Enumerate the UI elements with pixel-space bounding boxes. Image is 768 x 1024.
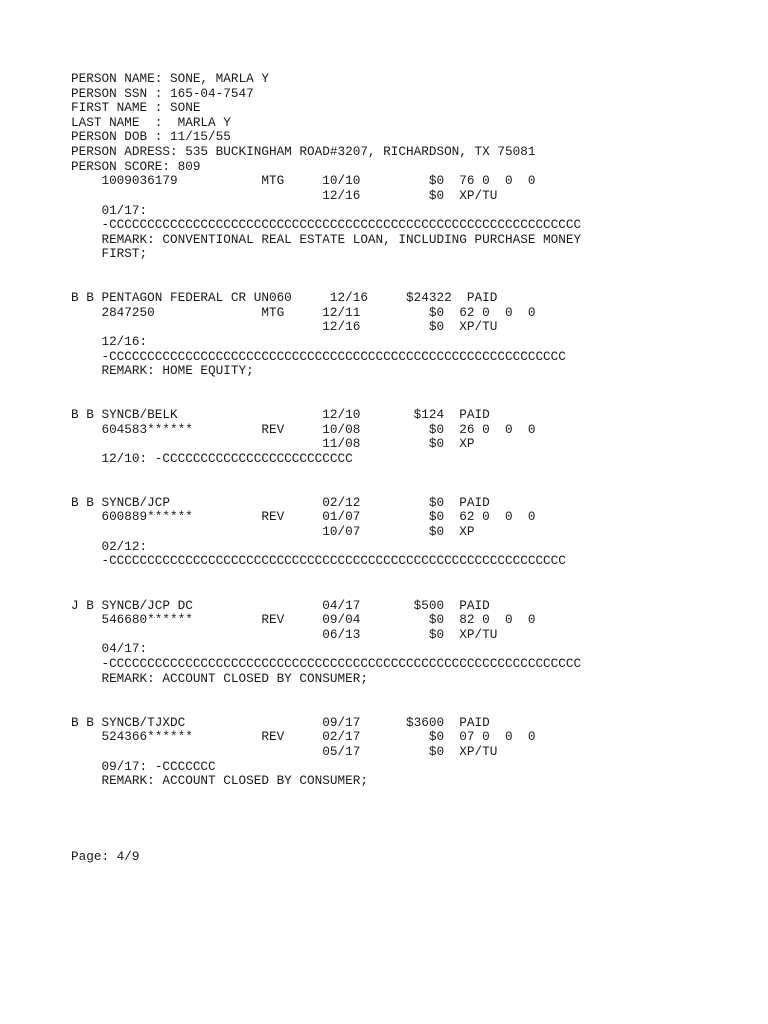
tradeline-row: J B SYNCB/JCP DC 04/17 $500 PAID: [71, 598, 490, 613]
tradeline-row: 546680****** REV 09/04 $0 82 0 0 0: [71, 612, 536, 627]
tradeline-row: B B SYNCB/JCP 02/12 $0 PAID: [71, 495, 490, 510]
tradeline-row: 10/07 $0 XP: [71, 524, 475, 539]
tradeline-row: B B SYNCB/BELK 12/10 $124 PAID: [71, 407, 490, 422]
tradeline-history-date: 04/17:: [71, 641, 148, 656]
tradeline-history-codes: -CCCCCCCCCCCCCCCCCCCCCCCCCCCCCCCCCCCCCCCCCCCCCCCCCCCCCCCCCCCC: [71, 553, 566, 568]
tradeline-remark: REMARK: CONVENTIONAL REAL ESTATE LOAN, INCLUDING PURCHASE MONEY: [71, 232, 582, 247]
tradeline-history-codes: -CCCCCCCCCCCCCCCCCCCCCCCCCCCCCCCCCCCCCCCCCCCCCCCCCCCCCCCCCCCC: [71, 349, 566, 364]
tradeline-row: 604583****** REV 10/08 $0 26 0 0 0: [71, 422, 536, 437]
tradeline-row: 11/08 $0 XP: [71, 436, 475, 451]
tradeline-history-date: 01/17:: [71, 203, 148, 218]
tradeline-remark: REMARK: HOME EQUITY;: [71, 363, 254, 378]
tradeline-row: 12/16 $0 XP/TU: [71, 319, 498, 334]
tradeline-remark: REMARK: ACCOUNT CLOSED BY CONSUMER;: [71, 671, 368, 686]
tradeline-history-codes: -CCCCCCCCCCCCCCCCCCCCCCCCCCCCCCCCCCCCCCCCCCCCCCCCCCCCCCCCCCCCCC: [71, 217, 582, 232]
person-ssn-line: PERSON SSN : 165-04-7547: [71, 86, 254, 101]
person-dob-line: PERSON DOB : 11/15/55: [71, 129, 231, 144]
tradeline-row: 600889****** REV 01/07 $0 62 0 0 0: [71, 509, 536, 524]
tradeline-history-date: 12/16:: [71, 334, 148, 349]
tradeline-row: 524366****** REV 02/17 $0 07 0 0 0: [71, 729, 536, 744]
last-name-line: LAST NAME : MARLA Y: [71, 115, 231, 130]
first-name-line: FIRST NAME : SONE: [71, 100, 201, 115]
tradeline-row: B B SYNCB/TJXDC 09/17 $3600 PAID: [71, 715, 490, 730]
tradeline-history-codes: 09/17: -CCCCCCC: [71, 759, 216, 774]
page-number: Page: 4/9: [71, 849, 140, 864]
tradeline-row: 2847250 MTG 12/11 $0 62 0 0 0: [71, 305, 536, 320]
tradeline-history-date: 02/12:: [71, 539, 148, 554]
tradeline-history-codes: 12/10: -CCCCCCCCCCCCCCCCCCCCCCCCC: [71, 451, 353, 466]
tradeline-remark: FIRST;: [71, 246, 148, 261]
person-name-line: PERSON NAME: SONE, MARLA Y: [71, 71, 269, 86]
tradeline-row: B B PENTAGON FEDERAL CR UN060 12/16 $24322 PAID: [71, 290, 498, 305]
tradeline-remark: REMARK: ACCOUNT CLOSED BY CONSUMER;: [71, 773, 368, 788]
tradeline-row: 12/16 $0 XP/TU: [71, 188, 498, 203]
tradeline-row: 1009036179 MTG 10/10 $0 76 0 0 0: [71, 173, 536, 188]
person-score-line: PERSON SCORE: 809: [71, 159, 201, 174]
tradeline-history-codes: -CCCCCCCCCCCCCCCCCCCCCCCCCCCCCCCCCCCCCCCCCCCCCCCCCCCCCCCCCCCCCC: [71, 656, 582, 671]
person-address-line: PERSON ADRESS: 535 BUCKINGHAM ROAD#3207, RICHARDSON, TX 75081: [71, 144, 536, 159]
tradeline-row: 06/13 $0 XP/TU: [71, 627, 498, 642]
tradeline-row: 05/17 $0 XP/TU: [71, 744, 498, 759]
